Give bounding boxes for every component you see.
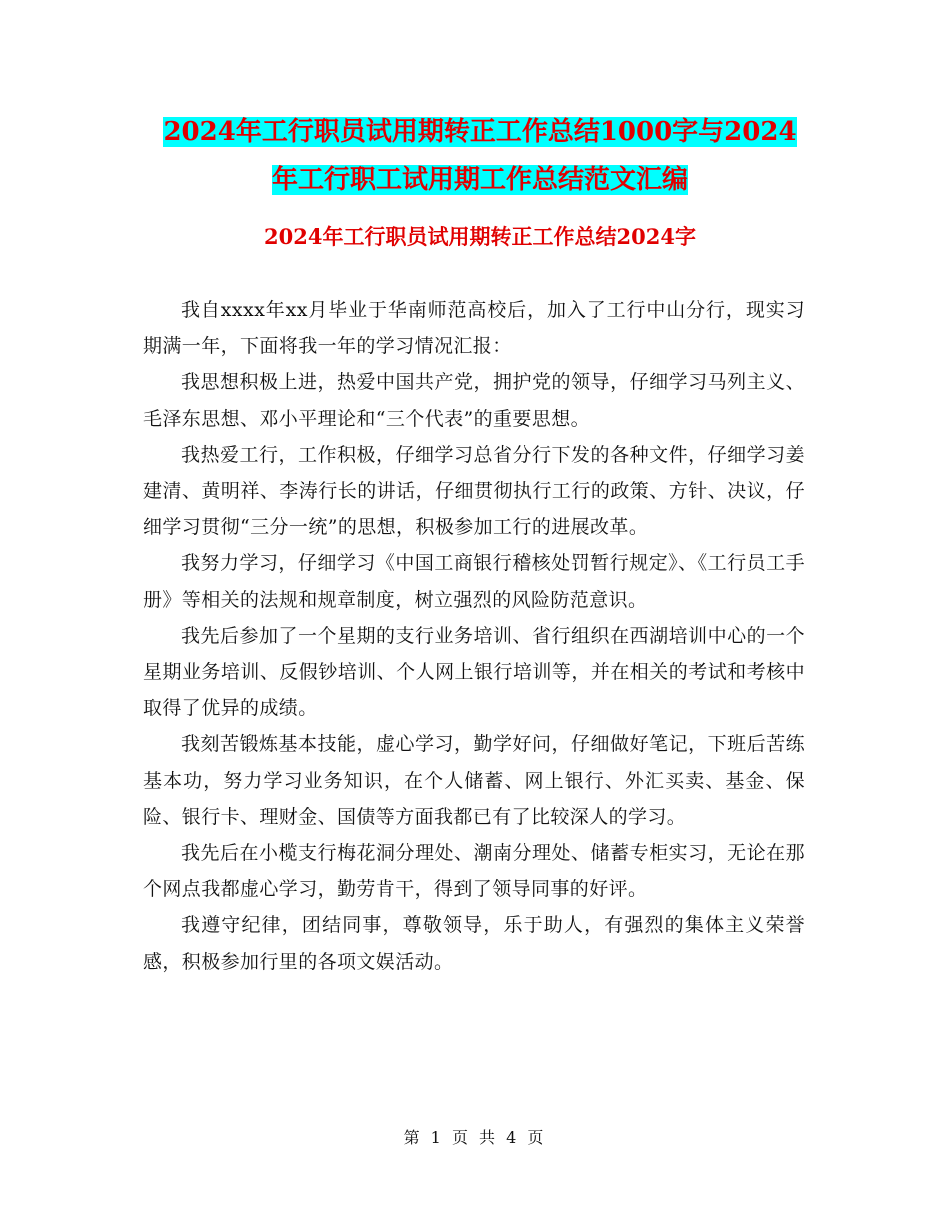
paragraph: 我刻苦锻炼基本技能，虚心学习，勤学好问，仔细做好笔记，下班后苦练基本功，努力学习业务知识，在个人储蓄、网上银行、外汇买卖、基金、保险、银行卡、理财金、国债等方面我都已有了比较深人的学习。 (143, 733, 805, 828)
paragraph: 我热爱工行，工作积极，仔细学习总省分行下发的各种文件，仔细学习姜建清、黄明祥、李涛行长的讲话，仔细贯彻执行工行的政策、方针、决议，仔细学习贯彻“三分一统”的思想，积极参加工行的进展改革。 (143, 443, 805, 539)
document-title-line-1: 2024年工行职员试用期转正工作总结1000字与2024 (163, 117, 797, 147)
paragraph: 我先后参加了一个星期的支行业务培训、省行组织在西湖培训中心的一个星期业务培训、反假钞培训、个人网上银行培训等，并在相关的考试和考核中取得了优异的成绩。 (143, 624, 805, 720)
paragraph: 我自xxxx年xx月毕业于华南师范高校后，加入了工行中山分行，现实习期满一年，下面将我一年的学习情况汇报： (143, 299, 805, 358)
paragraph: 我思想积极上进，热爱中国共产党，拥护党的领导，仔细学习马列主义、毛泽东思想、邓小平理论和“三个代表”的重要思想。 (143, 371, 805, 430)
paragraph: 我先后在小榄支行梅花洞分理处、潮南分理处、储蓄专柜实习，无论在那个网点我都虚心学习，勤劳肯干，得到了领导同事的好评。 (143, 842, 805, 901)
document-title-line-2: 年工行职工试用期工作总结范文汇编 (271, 165, 688, 195)
paragraph: 我遵守纪律，团结同事，尊敬领导，乐于助人，有强烈的集体主义荣誉感，积极参加行里的各项文娱活动。 (143, 914, 805, 973)
section-title: 2024年工行职员试用期转正工作总结2024字 (264, 224, 696, 249)
document-body (143, 292, 805, 980)
page-footer: 第 1 页 共 4 页 (403, 1128, 547, 1147)
paragraph: 我努力学习，仔细学习《中国工商银行稽核处罚暂行规定》、《工行员工手册》等相关的法规和规章制度，树立强烈的风险防范意识。 (143, 552, 805, 611)
document-title (140, 108, 820, 204)
